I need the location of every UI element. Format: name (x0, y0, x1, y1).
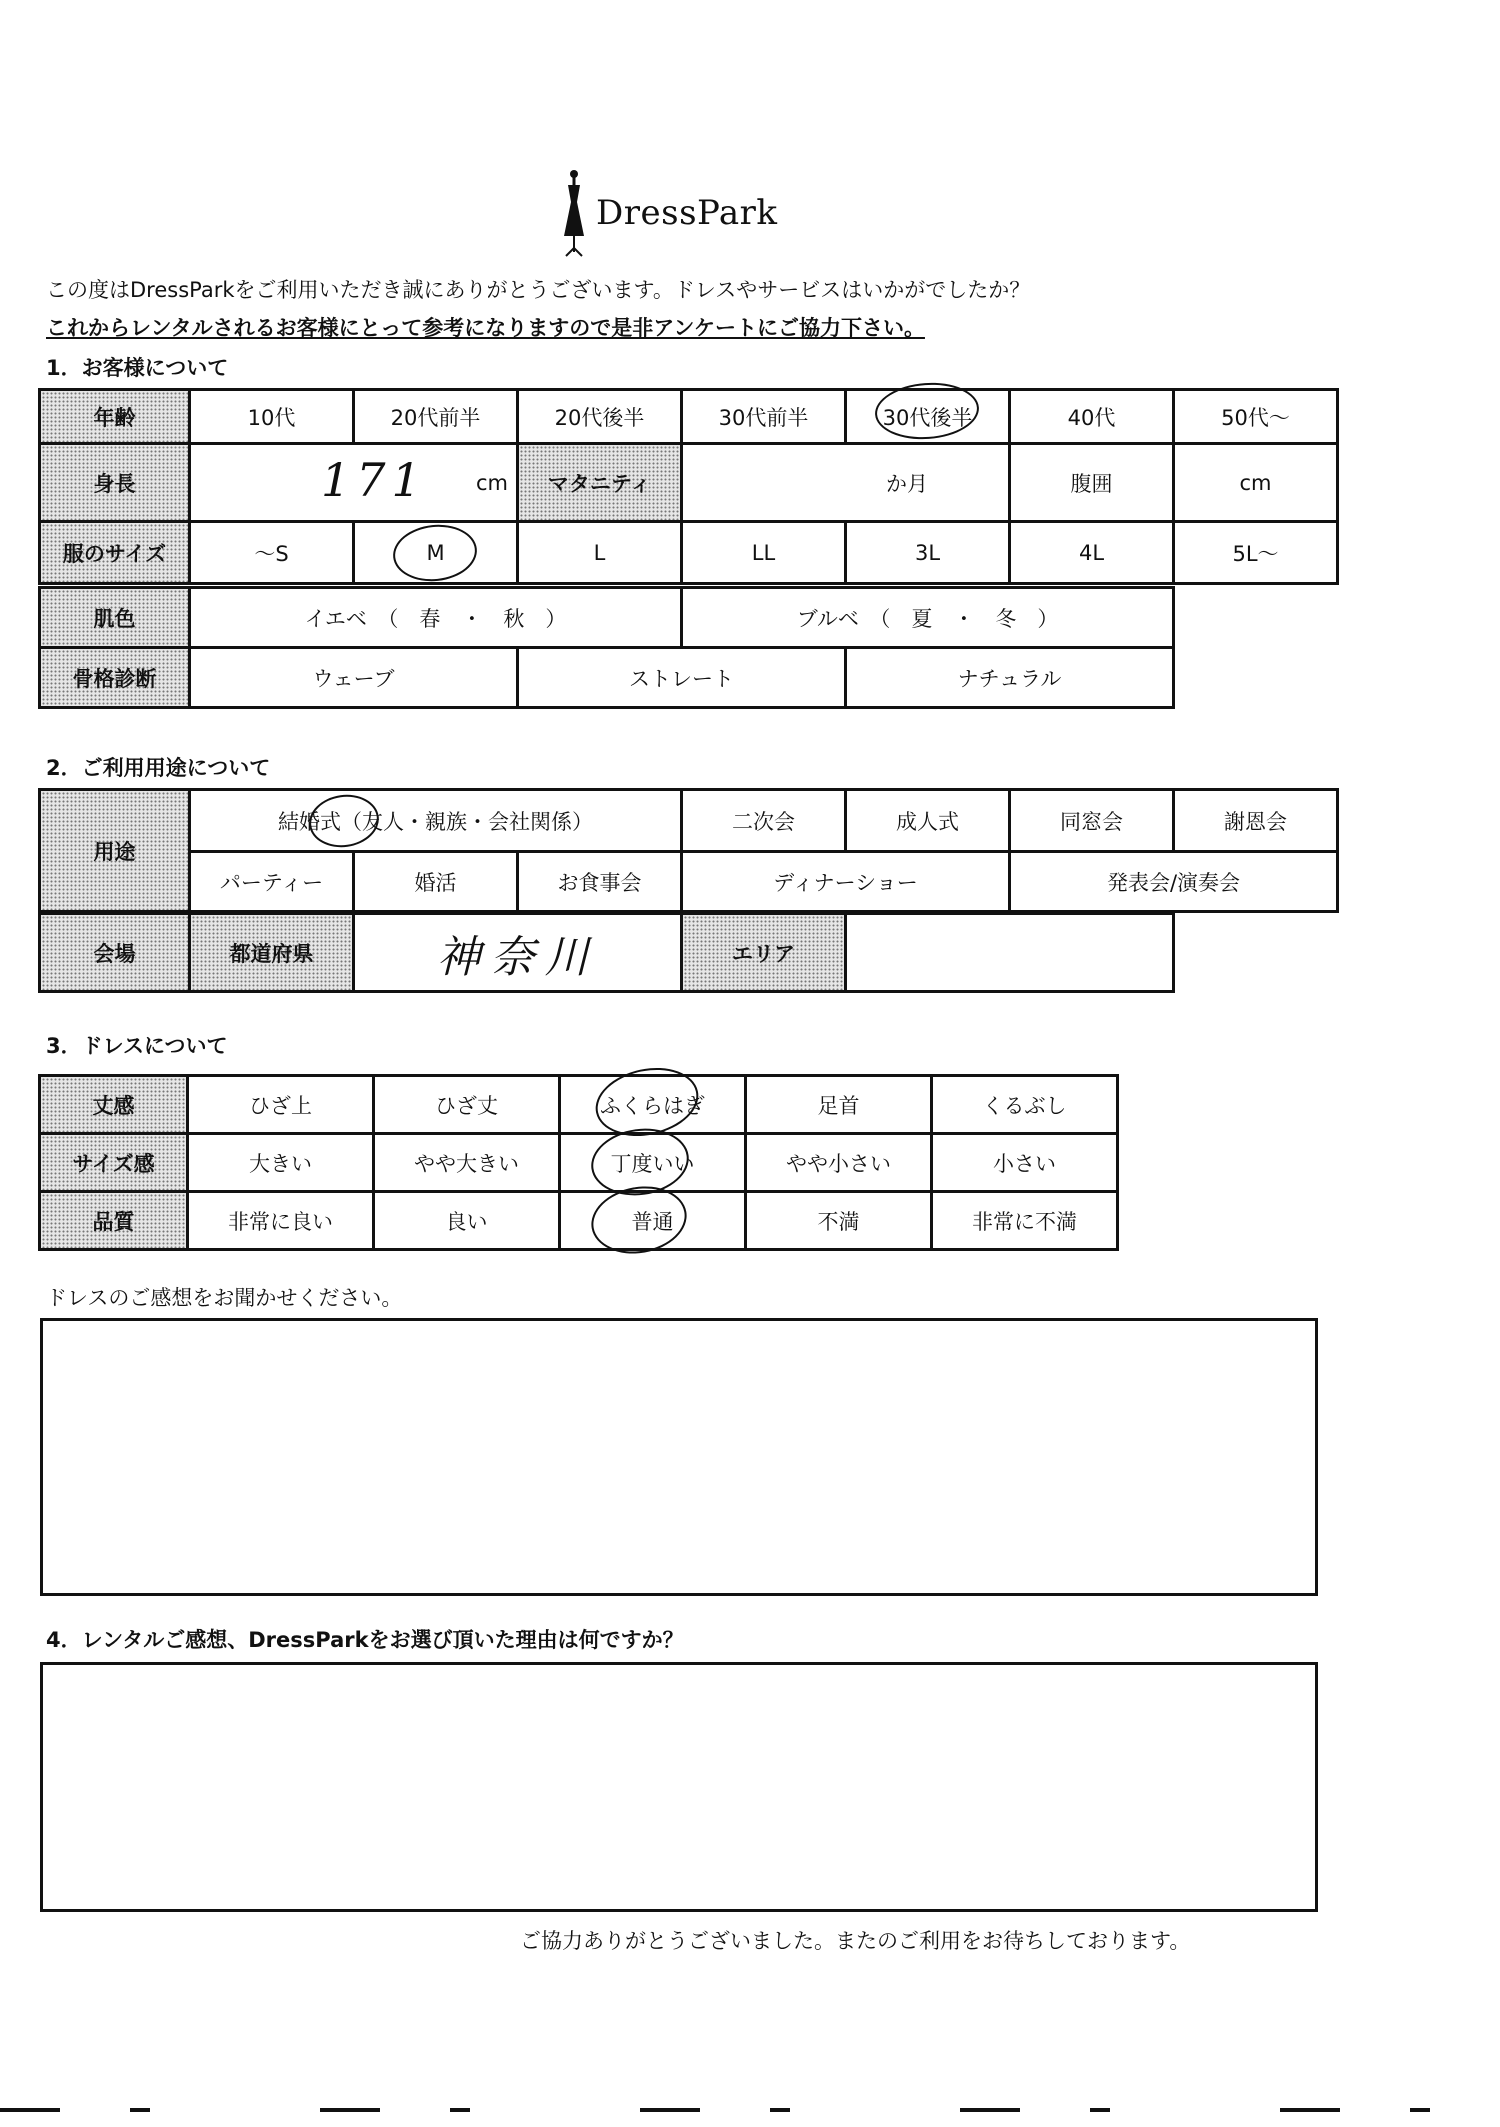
dress-comment-prompt: ドレスのご感想をお聞かせください。 (46, 1286, 403, 1310)
waist-label: 腹囲 (1010, 444, 1174, 522)
purpose-option-label: 結婚式（友人・親族・会社関係） (278, 809, 593, 834)
age-option[interactable]: 40代 (1010, 390, 1174, 444)
size-option[interactable]: 3L (846, 522, 1010, 584)
height-row (40, 444, 1338, 522)
size-option-label: M (426, 540, 445, 565)
age-label: 年齢 (40, 390, 190, 444)
thanks-message: ご協力ありがとうございました。またのご利用をお待ちしております。 (520, 1929, 1191, 1953)
size-option[interactable]: ～S (190, 522, 354, 584)
quality-option[interactable]: 非常に良い (188, 1192, 374, 1250)
logo-text: DressPark (596, 193, 778, 233)
scan-edge-divider (0, 2108, 1500, 2112)
skin-label: 肌色 (40, 588, 190, 648)
section1-title: 1．お客様について (46, 356, 229, 380)
prefecture-field[interactable] (354, 914, 682, 992)
months-unit: か月 (886, 471, 928, 496)
dresspark-logo (560, 168, 778, 258)
skeleton-option[interactable]: ウェーブ (190, 648, 518, 708)
purpose-option[interactable]: 婚活 (354, 852, 518, 912)
length-option-label: ふくらはぎ (600, 1093, 705, 1118)
section4-title: 4．レンタルご感想、DressParkをお選び頂いた理由は何ですか？ (46, 1628, 684, 1652)
size-label: 服のサイズ (40, 522, 190, 584)
dress-table (38, 1074, 1119, 1251)
area-field[interactable] (846, 914, 1174, 992)
fit-row (40, 1134, 1118, 1192)
purpose-option[interactable]: パーティー (190, 852, 354, 912)
fit-option[interactable]: 大きい (188, 1134, 374, 1192)
usage-table (38, 788, 1339, 913)
purpose-option[interactable]: 二次会 (682, 790, 846, 852)
intro-text: この度はDressParkをご利用いただき誠にありがとうございます。ドレスやサービスはいかがでしたか？ (46, 278, 1031, 302)
purpose-option[interactable]: 発表会/演奏会 (1010, 852, 1338, 912)
rental-reason-box[interactable] (40, 1662, 1318, 1912)
fit-option-label: 丁度いい (610, 1151, 695, 1176)
age-option[interactable]: 50代～ (1174, 390, 1338, 444)
maternity-months-field[interactable] (682, 444, 1010, 522)
length-option-selected[interactable] (560, 1076, 746, 1134)
purpose-option[interactable]: ディナーショー (682, 852, 1010, 912)
size-row (40, 522, 1338, 584)
customer-info-table (38, 388, 1339, 585)
fit-label: サイズ感 (40, 1134, 188, 1192)
size-option[interactable]: L (518, 522, 682, 584)
skin-option-blue[interactable]: ブルベ （ 夏 ・ 冬 ） (682, 588, 1174, 648)
length-option[interactable]: 足首 (746, 1076, 932, 1134)
purpose-label: 用途 (40, 790, 190, 912)
intro-request: これからレンタルされるお客様にとって参考になりますので是非アンケートにご協力下さい。 (46, 316, 925, 340)
waist-unit: cm (1239, 470, 1272, 495)
skin-row (40, 588, 1174, 648)
dress-icon (560, 168, 588, 258)
maternity-label: マタニティ (518, 444, 682, 522)
quality-option-label: 普通 (631, 1209, 674, 1234)
height-field[interactable] (190, 444, 518, 522)
section3-title: 3．ドレスについて (46, 1034, 228, 1058)
area-label: エリア (682, 914, 846, 992)
length-option[interactable]: ひざ丈 (374, 1076, 560, 1134)
skeleton-option[interactable]: ナチュラル (846, 648, 1174, 708)
venue-label: 会場 (40, 914, 190, 992)
skeleton-label: 骨格診断 (40, 648, 190, 708)
prefecture-value: 神奈川 (436, 931, 599, 983)
purpose-option[interactable]: お食事会 (518, 852, 682, 912)
height-unit: cm (475, 470, 508, 495)
fit-option[interactable]: やや小さい (746, 1134, 932, 1192)
quality-option-selected[interactable] (560, 1192, 746, 1250)
length-option[interactable]: ひざ上 (188, 1076, 374, 1134)
height-label: 身長 (40, 444, 190, 522)
purpose-option[interactable]: 同窓会 (1010, 790, 1174, 852)
dress-comment-box[interactable] (40, 1318, 1318, 1596)
skin-skeleton-table (38, 586, 1175, 709)
fit-option[interactable]: やや大きい (374, 1134, 560, 1192)
age-option-selected[interactable] (846, 390, 1010, 444)
length-option[interactable]: くるぶし (932, 1076, 1118, 1134)
age-option[interactable]: 30代前半 (682, 390, 846, 444)
venue-row (40, 914, 1174, 992)
purpose-row-2 (40, 852, 1338, 912)
fit-option-selected[interactable] (560, 1134, 746, 1192)
purpose-option-wedding[interactable] (190, 790, 682, 852)
skeleton-option[interactable]: ストレート (518, 648, 846, 708)
skin-option-yellow[interactable]: イエベ （ 春 ・ 秋 ） (190, 588, 682, 648)
purpose-option[interactable]: 成人式 (846, 790, 1010, 852)
fit-option[interactable]: 小さい (932, 1134, 1118, 1192)
purpose-row-1 (40, 790, 1338, 852)
size-option[interactable]: 5L～ (1174, 522, 1338, 584)
waist-field[interactable] (1174, 444, 1338, 522)
size-option[interactable]: LL (682, 522, 846, 584)
size-option-selected[interactable] (354, 522, 518, 584)
section2-title: 2．ご利用用途について (46, 756, 271, 780)
quality-option[interactable]: 非常に不満 (932, 1192, 1118, 1250)
height-value: 171 (321, 453, 427, 507)
quality-option[interactable]: 不満 (746, 1192, 932, 1250)
skeleton-row (40, 648, 1174, 708)
size-option[interactable]: 4L (1010, 522, 1174, 584)
age-option-label: 30代後半 (882, 405, 973, 430)
venue-table (38, 912, 1175, 993)
quality-label: 品質 (40, 1192, 188, 1250)
age-option[interactable]: 20代後半 (518, 390, 682, 444)
age-option[interactable]: 10代 (190, 390, 354, 444)
age-row (40, 390, 1338, 444)
prefecture-label: 都道府県 (190, 914, 354, 992)
length-row (40, 1076, 1118, 1134)
age-option[interactable]: 20代前半 (354, 390, 518, 444)
quality-option[interactable]: 良い (374, 1192, 560, 1250)
quality-row (40, 1192, 1118, 1250)
purpose-option[interactable]: 謝恩会 (1174, 790, 1338, 852)
length-label: 丈感 (40, 1076, 188, 1134)
